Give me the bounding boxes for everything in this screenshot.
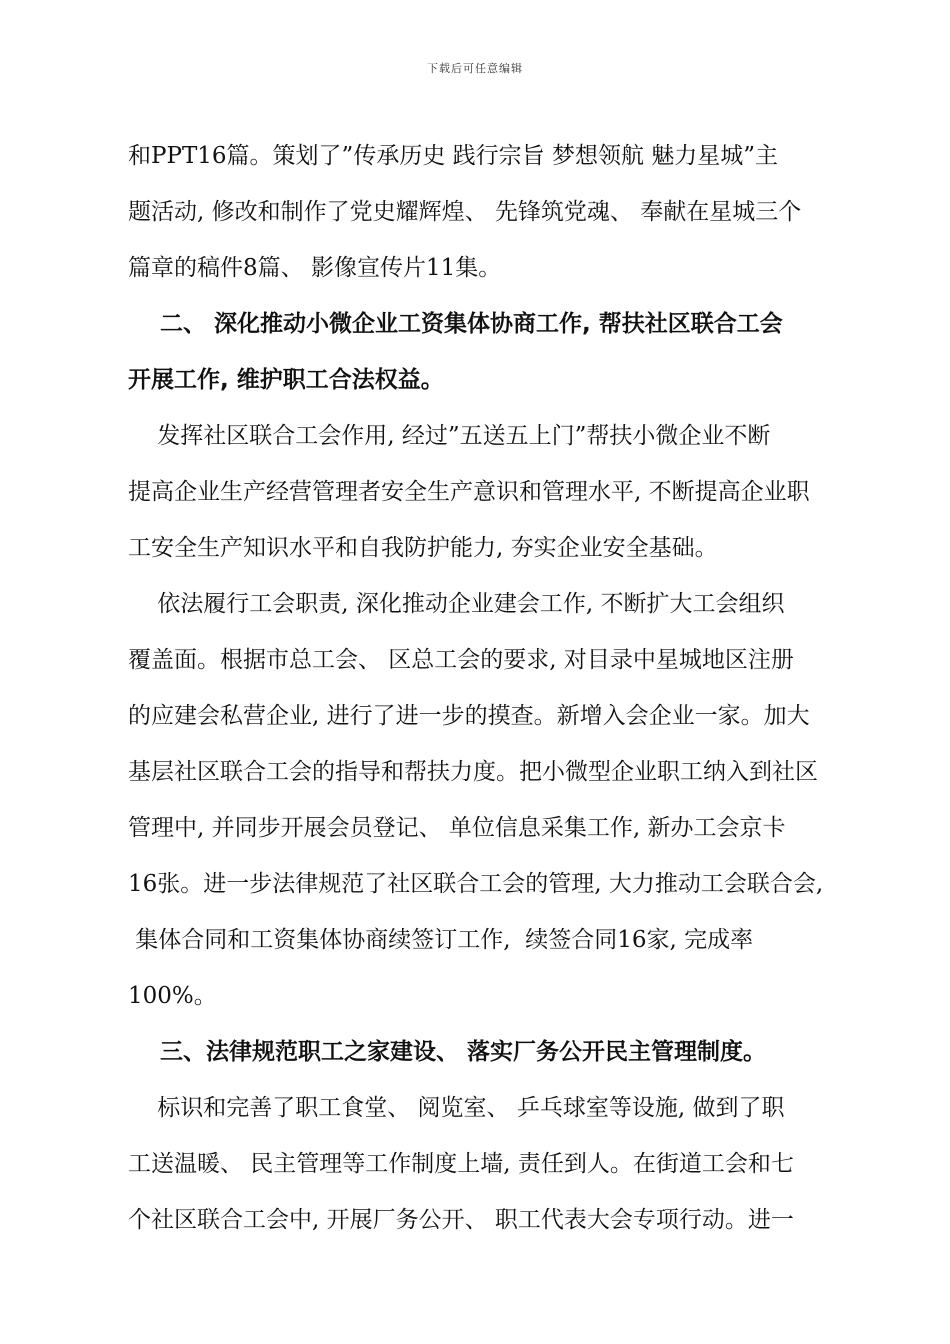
text-line: 依法履行工会职责, 深化推动企业建会工作, 不断扩大工会组织 — [128, 591, 785, 617]
text-line: 工安全生产知识水平和自我防护能力, 夯实企业安全基础。 — [128, 535, 718, 561]
section-heading-line: 开展工作, 维护职工合法权益。 — [128, 367, 444, 393]
text-line: 题活动, 修改和制作了党史耀辉煌、 先锋筑党魂、 奉献在星城三个 — [128, 199, 802, 225]
text-line: 基层社区联合工会的指导和帮扶力度。把小微型企业职工纳入到社区 — [128, 759, 818, 785]
page-header: 下载后可任意编辑 — [427, 62, 523, 75]
text-line: 工送温暖、 民主管理等工作制度上墙, 责任到人。在街道工会和七 — [128, 1151, 794, 1177]
section-heading-line: 二、 深化推动小微企业工资集体协商工作, 帮扶社区联合工会 — [128, 311, 783, 337]
text-line: 发挥社区联合工会作用, 经过”五送五上门”帮扶小微企业不断 — [128, 423, 771, 449]
text-line: 管理中, 并同步开展会员登记、 单位信息采集工作, 新办工会京卡 — [128, 815, 786, 841]
text-line: 集体合同和工资集体协商续签订工作, 续签合同16家, 完成率 — [128, 927, 754, 953]
text-line: 100%。 — [128, 983, 217, 1009]
text-line: 16张。进一步法律规范了社区联合工会的管理, 大力推动工会联合会, — [128, 871, 824, 897]
document-body — [128, 128, 836, 1248]
text-line: 篇章的稿件8篇、 影像宣传片11集。 — [128, 255, 502, 281]
text-line: 提高企业生产经营管理者安全生产意识和管理水平, 不断提高企业职 — [128, 479, 810, 505]
text-line: 的应建会私营企业, 进行了进一步的摸查。新增入会企业一家。加大 — [128, 703, 810, 729]
text-line: 覆盖面。根据市总工会、 区总工会的要求, 对目录中星城地区注册 — [128, 647, 794, 673]
section-heading-line: 三、法律规范职工之家建设、 落实厂务公开民主管理制度。 — [128, 1039, 767, 1065]
text-line: 标识和完善了职工食堂、 阅览室、 乒乓球室等设施, 做到了职 — [128, 1095, 785, 1121]
text-line: 个社区联合工会中, 开展厂务公开、 职工代表大会专项行动。进一 — [128, 1207, 794, 1233]
text-line: 和PPT16篇。策划了”传承历史 践行宗旨 梦想领航 魅力星城”主 — [128, 143, 779, 169]
